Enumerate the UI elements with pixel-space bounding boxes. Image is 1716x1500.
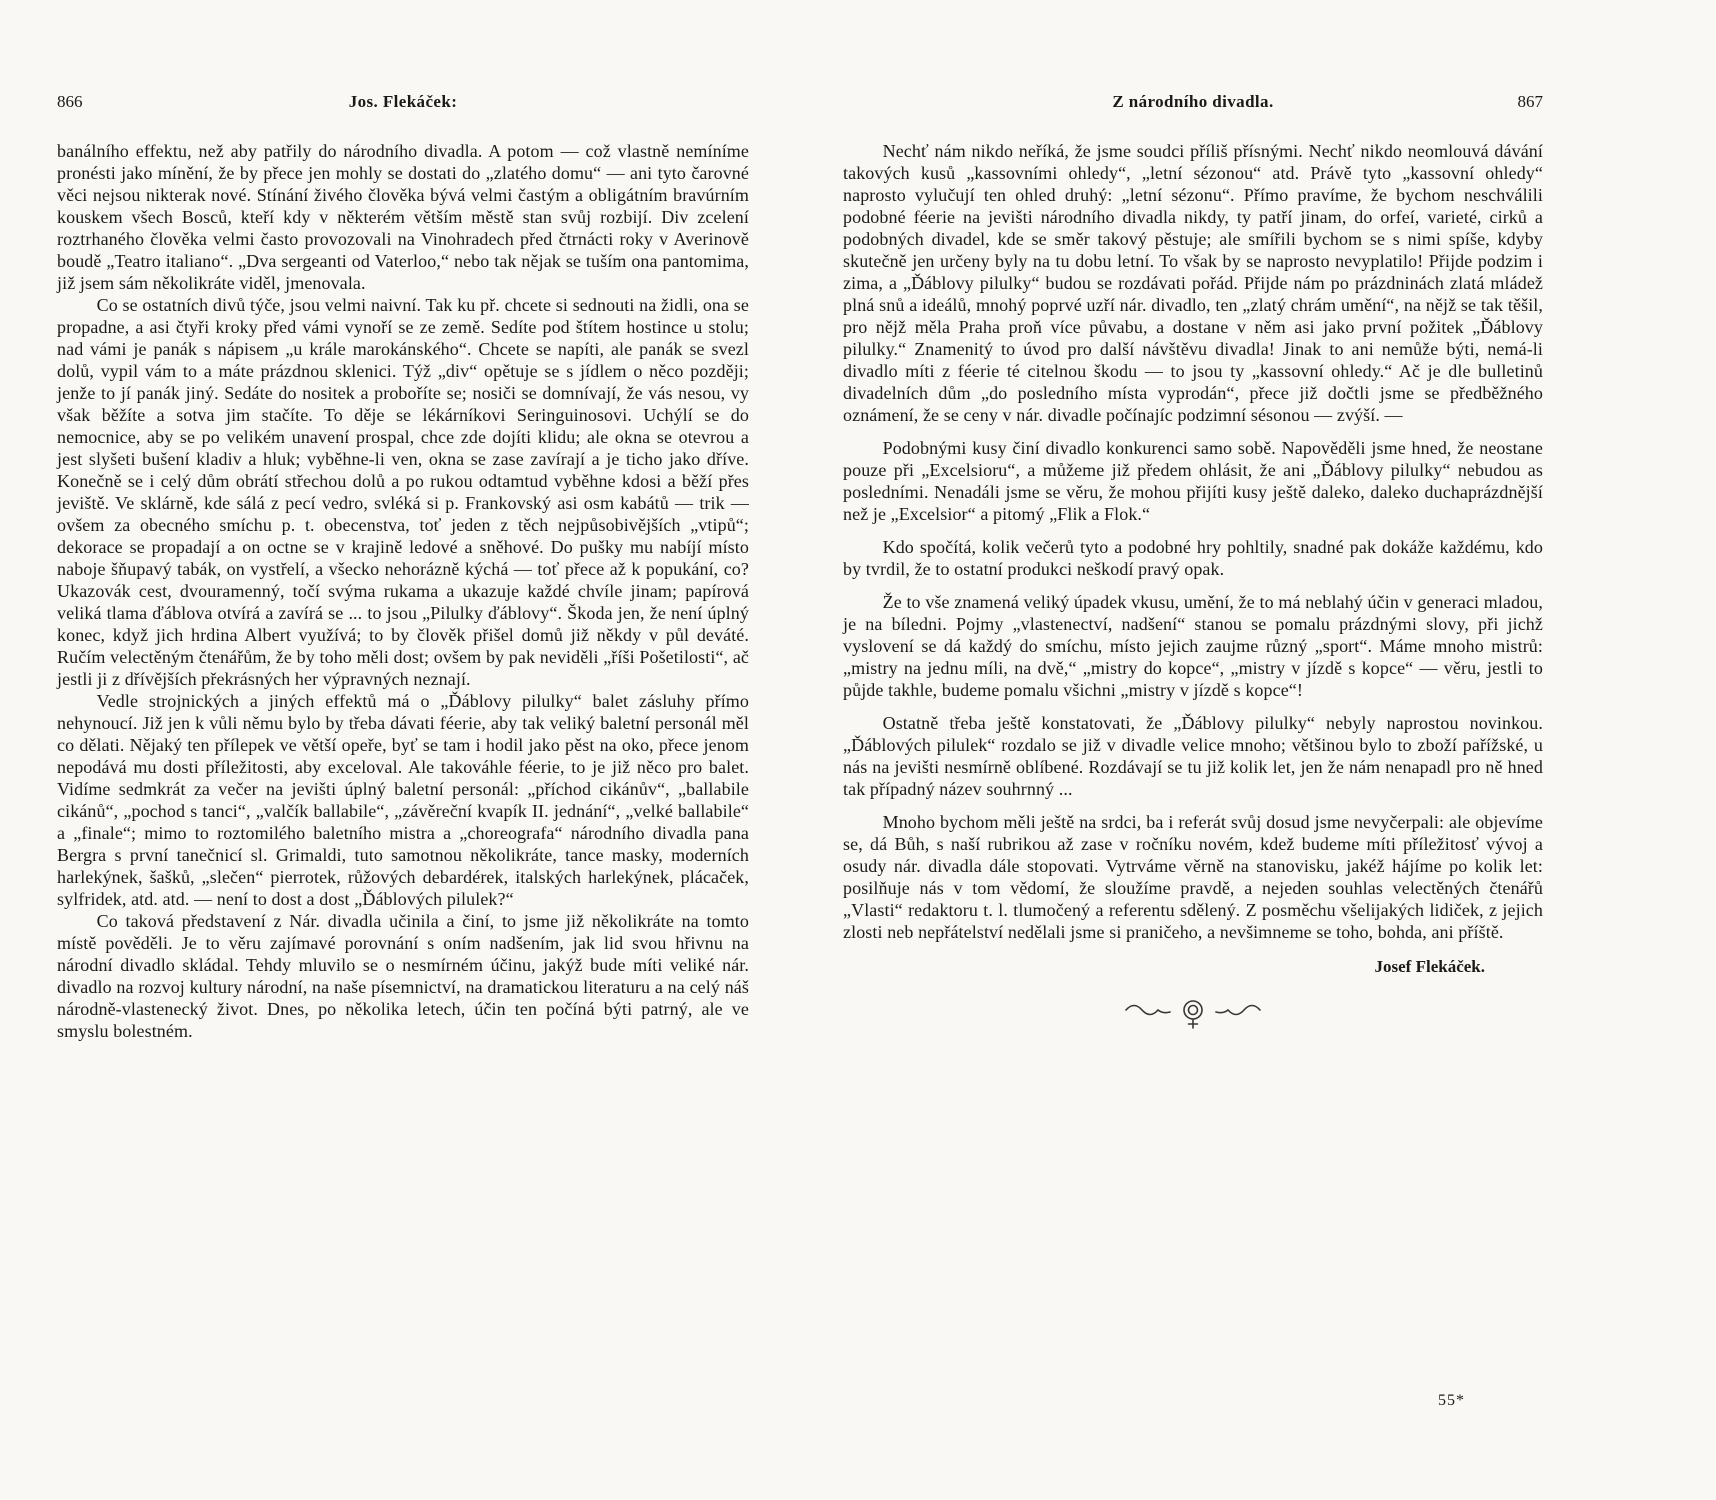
paragraph: Vedle strojnických a jiných effektů má o „Ďáblovy pilulky“ balet zásluhy přímo nehynoucí. Již jen k vůli němu bylo by třeba dávati féerie, aby tak veliký baletní personál měl co dělati. Nějaký ten přílepek ve větší opeře, byť se tam i hodil jako pěst na oko, přece jenom nepodává mu dosti příležitosti, aby exceloval. Ale takováhle féerie, to je již něco pro balet. Vidíme sedmkrát za večer na jevišti úplný baletní personál: „příchod cikánův“, „ballabile cikánů“, „pochod s tanci“, „valčík ballabile“, „závěreční kvapík II. jednání“, „velké ballabile“ a „finale“; mimo to roztomilého baletního mistra a „choreografa“ národního divadla pana Bergra s první tanečnicí sl. Grimaldi, tuto samotnou několikráte, tance masky, moderních harlekýnek, šašků, „slečen“ pierrotek, růžových debardérek, italských harlekýnek, plácaček, sylfridek, atd. atd. — není to dost a dost „Ďáblových pilulek?“ <box>57 691 749 909</box>
paragraph: banálního effektu, než aby patřily do národního divadla. A potom — což vlastně nemíníme pronésti jako mínění, že by přece jen mohly se dostati do „zlatého domu“ — ani tyto čarovné věci nejsou nikterak nové. Stínání živého člověka bývá velmi častým a obligátním bravúrním kouskem všech Bosců, kteří kdy v některém větším městě stan svůj rozbijí. Div zcelení roztrhaného člověka velmi často provozovali na Vinohradech před čtrnácti roky v Averinově boudě „Teatro italiano“. „Dva sergeanti od Vaterloo,“ nebo tak nějak se tuším ona pantomima, již jsem sám několikráte viděl, jmenovala. <box>57 141 749 293</box>
paragraph: Mnoho bychom měli ještě na srdci, ba i referát svůj dosud jsme nevyčerpali: ale objevíme se, dá Bůh, s naší rubrikou až zase v ročníku novém, kdež budeme míti příležitosť vývoj a osudy nár. divadla dále stopovati. Vytrváme věrně na stanovisku, jakéž hájíme po kolik let: posilňuje nás v tom vědomí, že sloužíme pravdě, a nejeden souhlas velectěných čtenářů „Vlasti“ redaktoru t. l. tlumočený a referentu sdělený. Z posměchu všelijakých lidiček, z jejich zlosti neb nepřátelství nedělali jsme si praničeho, a nevšimneme se toho, bohda, ani příště. <box>843 812 1543 942</box>
tailpiece-ornament-icon <box>843 995 1543 1038</box>
right-running-head <box>843 92 1543 112</box>
left-header-title: Jos. Flekáček: <box>348 92 458 111</box>
right-page-body <box>843 140 1543 943</box>
paragraph: Co se ostatních divů týče, jsou velmi naivní. Tak ku př. chcete si sednouti na židli, ona se propadne, a asi čtyři kroky před vámi vynoří se ze země. Sedíte pod štítem hostince u stolu; nad vámi je panák s nápisem „u krále marokánského“. Chcete se napíti, ale panák se svezl dolů, vypil vám to a máte prázdnou sklenici. Týž „div“ opětuje se s jídlem o něco později; jenže to jí panák jiný. Sedáte do nositek a proboříte se; nosiči se domnívají, že vás nesou, vy však běžíte a sotva jim stačíte. To děje se lékárníkovi Seringuinosovi. Uchýlí se do nemocnice, aby se po velikém unavení prospal, chce zde dojíti klidu; ale okna se otevrou a jest slyšeti bušení kladiv a hluk; vyběhne-li ven, okna se zase zavírají a je ticho jako dříve. Konečně se i celý dům obrátí střechou dolů a po rukou odtamtud vyběhne kdosi a běží přes jeviště. Ve sklárně, kde sálá z pecí vedro, svléká si p. Frankovský asi osm kabátů — trik — ovšem za obecného smíchu p. t. obecenstva, toť jeden z těch nejpůsobivějších „vtipů“; dekorace se propadají a on octne se v krajině ledové a sněhové. Do pušky mu nabíjí místo naboje šňupavý tabák, on vystřelí, a všecko nehorázně kýchá — toť přece až k popukání, co? Ukazovák cest, dvouramenný, točí svýma rukama a ukazuje každé chvíle jinam; papírová veliká tlama ďáblova otvírá a zavírá se ... to jsou „Pilulky ďáblovy“. Škoda jen, že není úplný konec, když jich hrdina Albert využívá; to by člověk přišel domů již někdy v půl deváté. Ručím velectěným čtenářům, že by toho měli dost; ovšem by pak neviděli „říši Pošetilosti“, ač jestli ji z dřívějších překrásných her výpravných neznají. <box>57 295 749 689</box>
left-page-body <box>57 140 749 1042</box>
paragraph: Podobnými kusy činí divadlo konkurenci samo sobě. Napověděli jsme hned, že neostane pouze při „Excelsioru“, a můžeme již předem ohlásit, že ani „Ďáblovy pilulky“ nebudou as posledními. Nenadáli jsme se věru, že mohou přijíti kusy ještě daleko, daleko duchaprázdnější než je „Excelsior“ a pitomý „Flik a Flok.“ <box>843 438 1543 524</box>
paragraph: Nechť nám nikdo neříká, že jsme soudci příliš přísnými. Nechť nikdo neomlouvá dávání takových kusů „kassovními ohledy“, „letní sézonou“ atd. Právě tyto „kassovní ohledy“ naprosto vylučují ten ohled druhý: „letní sézonu“. Přímo pravíme, že bychom neschválili podobné féerie na jevišti národního divadla nikdy, ty patří jinam, do orfeí, varieté, cirků a podobných divadel, kde se směr takový pěstuje; ale smířili bychom se s nimi spíše, kdyby skutečně jen určeny byly na tu dobu letní. To však by se naprosto nevyplatilo! Přijde podzim i zima, a „Ďáblovy pilulky“ budou se rozdávati pořád. Přijde nám po prázdninách zlatá mládež plná snů a ideálů, mnohý poprvé uzří nár. divadlo, ten „zlatý chrám umění“, na nějž se tak těšil, pro nějž měla Praha proň více půvabu, a dostane v něm asi jako první požitek „Ďáblovy pilulky.“ Znamenitý to úvod pro další návštěvu divadla! Jinak to ani nemůže býti, nemá-li divadlo míti z féerie té citelnou škodu — to jsou ty „kassovní ohledy.“ Ač je dle bulletinů divadelních dům „do posledního místa vyprodán“, přece již dočtli jsme se předběžného oznámení, že se ceny v nár. divadle počínajíc podzimní sésonou — zvýší. — <box>843 141 1543 425</box>
right-header-title: Z národního divadla. <box>1112 92 1274 111</box>
right-page <box>843 92 1543 1409</box>
left-running-head <box>57 92 749 112</box>
paragraph: Ostatně třeba ještě konstatovati, že „Ďáblovy pilulky“ nebyly naprostou novinkou. „Ďáblových pilulek“ rozdalo se již v divadle velice mnoho; většinou bylo to zboží pařížské, u nás na jevišti nesmírně oblíbené. Rozdávají se tu již kolik let, jen že nám nenapadl pro ně hned tak případný název souhrnný ... <box>843 713 1543 799</box>
right-page-number: 867 <box>1517 92 1543 111</box>
paragraph: Že to vše znamená veliký úpadek vkusu, umění, že to má neblahý účin v generaci mladou, je na bíledni. Pojmy „vlastenectví, nadšení“ stanou se pomalu prázdnými slovy, při jichž vyslovení se dá každý do smíchu, místo jejich zaujme různý „sport“. Máme mnoho mistrů: „mistry na jednu míli, na dvě,“ „mistry do kopce“, „mistry v jízdě s kopce“ — věru, jestli to půjde takhle, budeme pomalu všichni „mistry v jízdě s kopce“! <box>843 592 1543 700</box>
left-page-number: 866 <box>57 92 83 111</box>
sheet-signature-mark: 55* <box>1438 1392 1465 1409</box>
author-signature: Josef Flekáček. <box>1374 957 1485 976</box>
paragraph: Kdo spočítá, kolik večerů tyto a podobné hry pohltily, snadné pak dokáže každému, kdo by tvrdil, že to ostatní produkci neškodí pravý opak. <box>843 537 1543 579</box>
paragraph: Co taková představení z Nár. divadla učinila a činí, to jsme již několikráte na tomto místě pověděli. Je to věru zajímavé porovnání s oním nadšením, jak lid svou hřivnu na národní divadlo skládal. Tehdy mluvilo se o nesmírném účinu, jakýž bude míti veliké nár. divadlo na rozvoj kultury národní, na naše písemnictví, na dramatickou literaturu a na celý náš národně-vlastenecký život. Dnes, po několika letech, účin ten počíná býti patrný, ale ve smyslu bolestném. <box>57 911 749 1041</box>
left-page <box>57 92 749 1042</box>
